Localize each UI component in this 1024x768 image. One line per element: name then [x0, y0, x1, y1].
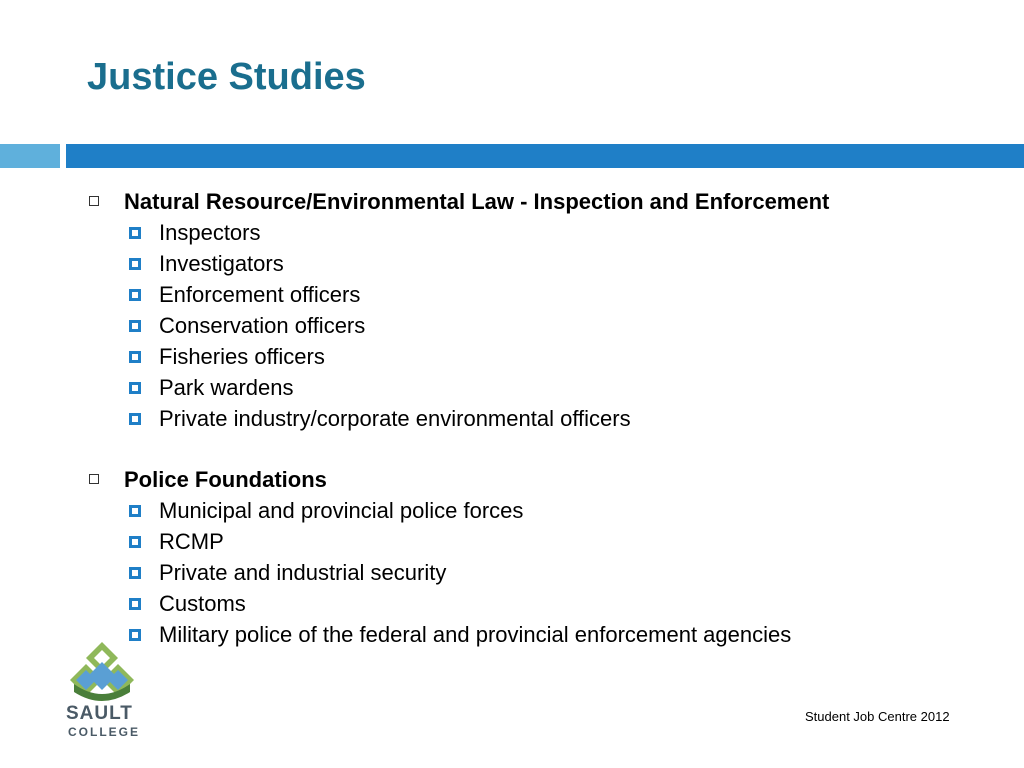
header-band-dark	[66, 144, 1024, 168]
logo-text-college: COLLEGE	[68, 725, 141, 739]
square-bullet-icon	[129, 413, 141, 425]
list-item-text: Fisheries officers	[159, 344, 325, 369]
section-heading-text: Police Foundations	[124, 467, 327, 492]
square-bullet-icon	[129, 351, 141, 363]
header-band-light	[0, 144, 60, 168]
list-item-text: Enforcement officers	[159, 282, 361, 307]
square-bullet-icon	[129, 289, 141, 301]
square-bullet-icon	[129, 320, 141, 332]
outline-square-bullet-icon	[89, 196, 99, 206]
square-bullet-icon	[129, 382, 141, 394]
list-item-text: Inspectors	[159, 220, 261, 245]
list-item-text: Private industry/corporate environmental officers	[159, 406, 631, 431]
section-police-foundations	[86, 464, 986, 650]
section-heading	[86, 464, 986, 495]
list-item-text: Private and industrial security	[159, 560, 447, 585]
square-bullet-icon	[129, 598, 141, 610]
square-bullet-icon	[129, 567, 141, 579]
list-item	[86, 217, 986, 248]
footer-text: Student Job Centre 2012	[805, 709, 950, 724]
square-bullet-icon	[129, 505, 141, 517]
list-item-text: Municipal and provincial police forces	[159, 498, 524, 523]
outline-square-bullet-icon	[89, 474, 99, 484]
list-item	[86, 588, 986, 619]
sub-list	[86, 495, 986, 650]
list-item	[86, 495, 986, 526]
list-item	[86, 310, 986, 341]
list-item	[86, 526, 986, 557]
list-item-text: Customs	[159, 591, 246, 616]
list-item	[86, 279, 986, 310]
list-item	[86, 403, 986, 434]
square-bullet-icon	[129, 227, 141, 239]
logo-text-sault: SAULT	[66, 703, 133, 724]
section-natural-resource	[86, 186, 986, 434]
list-item	[86, 619, 986, 650]
list-item	[86, 557, 986, 588]
section-heading	[86, 186, 986, 217]
slide-content	[86, 186, 986, 650]
section-heading-text: Natural Resource/Environmental Law - Inspection and Enforcement	[124, 189, 830, 214]
square-bullet-icon	[129, 536, 141, 548]
list-item-text: Military police of the federal and provincial enforcement agencies	[159, 622, 792, 647]
list-item	[86, 248, 986, 279]
list-item-text: RCMP	[159, 529, 224, 554]
sub-list	[86, 217, 986, 434]
section-spacer	[86, 434, 986, 464]
list-item-text: Investigators	[159, 251, 284, 276]
slide-title: Justice Studies	[87, 56, 366, 98]
list-item-text: Park wardens	[159, 375, 294, 400]
list-item-text: Conservation officers	[159, 313, 366, 338]
list-item	[86, 341, 986, 372]
square-bullet-icon	[129, 258, 141, 270]
list-item	[86, 372, 986, 403]
